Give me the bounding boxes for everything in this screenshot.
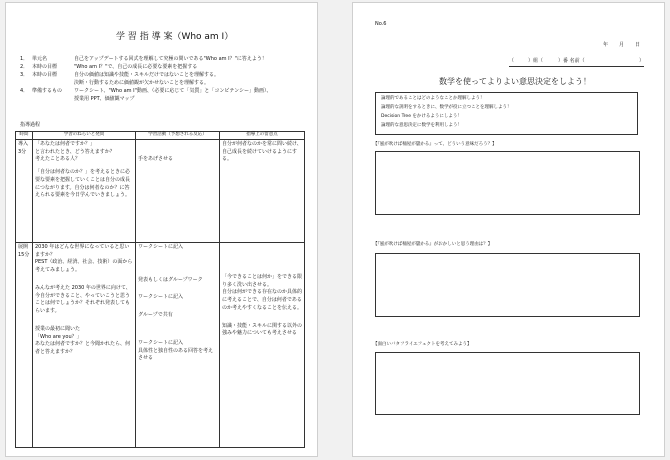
phase-duration: 3分 — [18, 148, 27, 155]
info-text: "Who am I？"で、自己の成長に必要な要素を把握する — [74, 64, 198, 70]
name-close: ） — [639, 58, 645, 64]
info-num: 1． — [20, 56, 29, 62]
question-label: 【『風が吹けば桶屋が儲かる』って、どういう意味だろう？】 — [373, 142, 497, 147]
info-text: 授業用 PPT、価値観マップ — [74, 96, 135, 102]
activity-text: 発表もしくはグループワーク — [138, 276, 203, 283]
lesson-plan-page — [5, 2, 318, 457]
answer-box-2[interactable] — [375, 253, 640, 317]
sheet-number: No.6 — [375, 21, 387, 27]
number-name-label: ）番 名前（ — [558, 58, 585, 64]
phase-duration: 15分 — [18, 251, 30, 258]
answer-box-1[interactable] — [375, 151, 640, 215]
goal-item: 論理的な説明をするときに、数学が役に立つことを理解しよう！ — [381, 105, 512, 110]
time-cell — [16, 139, 33, 242]
process-heading: 指導過程 — [20, 122, 41, 128]
table-header-row — [16, 132, 305, 140]
activity-text: グループで共有 — [138, 312, 173, 319]
info-text: 自己をアップデートする回式を理解して究極の問いである"Who am I？"に答えよう！ — [74, 56, 267, 62]
notes-cell — [220, 242, 305, 447]
aim-text: 「自分は何者なのか？」を考えるときに必要な要素を把握していくことは自分の成長につながります。自分は何者なのか？に答えられる要素を今日学んでいきましょう。 — [35, 169, 131, 199]
aim-cell — [33, 139, 136, 242]
phase-label: 導入 — [18, 140, 29, 147]
phase-label: 展開 — [18, 243, 29, 250]
class-open: （ — [509, 58, 515, 64]
worksheet-title: 数学を使ってよりよい意思決定をしよう！ — [439, 77, 591, 86]
activity-text: ワークシートに記入 — [138, 243, 184, 250]
header-activity: 学習活動（予想される反応） — [136, 132, 220, 140]
info-label: 準備するもの — [32, 88, 63, 94]
info-label: 本時の目標 — [32, 64, 58, 70]
question-label: 【『風が吹けば桶屋が儲かる』がおかしいと思う理由は？】 — [373, 242, 493, 247]
info-num: 4． — [20, 88, 29, 94]
notes-text: 知識・技能・スキルに関する以外の強みや魅力についても考えさせる — [222, 322, 302, 337]
aim-text: 「Who are you？」 — [35, 333, 82, 340]
activity-text: 手をあげさせる — [138, 155, 174, 162]
aim-text: PEST（政治、経済、社会、技術）の面から考えてみましょう。 — [35, 259, 133, 274]
table-row-development — [16, 242, 305, 447]
notes-text: 自分が何者なのかを常に問い続け、自己成長を続けていけるようにする。 — [222, 140, 302, 163]
notes-cell — [220, 139, 305, 242]
aim-text: と言われたとき、どう答えますか？ — [35, 148, 115, 155]
info-num: 3． — [20, 72, 29, 78]
notes-text: 自分は何ができる存在なのか具体的に考えることで、自分は何者であるのか考えやすくなることを伝える。 — [222, 289, 303, 311]
aim-text: 「あなたは何者ですか？」 — [35, 140, 96, 147]
class-label: ）組（ — [528, 58, 544, 64]
answer-box-3[interactable] — [375, 352, 640, 415]
aim-text: みんなが考えた 2030 年の世界に向けて、今自分ができること、やっていこうと思うことは何でしょうか？それぞれ発表してもらいます。 — [35, 284, 131, 315]
aim-text: 考えたことある人？ — [35, 156, 81, 163]
info-label: 単元名 — [32, 56, 48, 62]
goals-box — [375, 92, 638, 135]
activity-cell — [136, 139, 220, 242]
info-label: 本時の目標 — [32, 72, 58, 78]
header-notes: 指導上の留意点 — [220, 132, 305, 140]
goal-item: 論理的な意思決定に数学を利用しよう！ — [381, 123, 462, 128]
info-num: 2． — [20, 64, 29, 70]
date-day-label: 日 — [635, 42, 641, 48]
aim-text: 2030 年はどんな世界になっていると思いますか？ — [35, 243, 130, 258]
page-title: 学 習 指 導 案（Who am I） — [116, 32, 234, 42]
aim-text: 授業の最初に聞いた — [35, 325, 81, 332]
header-time: 時間 — [16, 132, 33, 140]
info-text: 決断・行動するために価値観が欠かせないことを理解する。 — [74, 80, 210, 86]
date-month-label: 月 — [619, 42, 625, 48]
notes-text: 「今できることは何か」をできる限り多く洗い出させる。 — [222, 273, 303, 288]
activity-cell — [136, 242, 220, 447]
aim-text: あなたは何者ですか？と今聞かれたら、何者と答えますか？ — [35, 341, 131, 356]
question-label: 【面白いバタフライエフェクトを考えてみよう】 — [373, 342, 472, 347]
time-cell — [16, 242, 33, 447]
lesson-process-table — [15, 131, 305, 448]
activity-text: 具体性と独自性のある回答を考えさせる — [138, 347, 214, 362]
info-text: ワークシート、"Who am I"動画、（必要に応じて「気質」と「コンピテンシー」動画）、 — [74, 88, 272, 94]
goal-item: 論理的であることはどのようなことか理解しよう！ — [381, 96, 485, 101]
info-text: 自分の価値は知識や技能・スキルだけではないことを理解する。 — [74, 72, 219, 78]
date-year-label: 年 — [603, 42, 609, 48]
activity-text: ワークシートに記入 — [138, 339, 184, 346]
table-row-intro — [16, 139, 305, 242]
worksheet-page — [352, 2, 665, 457]
goal-item: Decision Tree をかけるようにしよう！ — [381, 114, 462, 119]
aim-cell — [33, 242, 136, 447]
activity-text: ワークシートに記入 — [138, 294, 184, 301]
header-aim: 学習のねらいと発問 — [33, 132, 136, 140]
